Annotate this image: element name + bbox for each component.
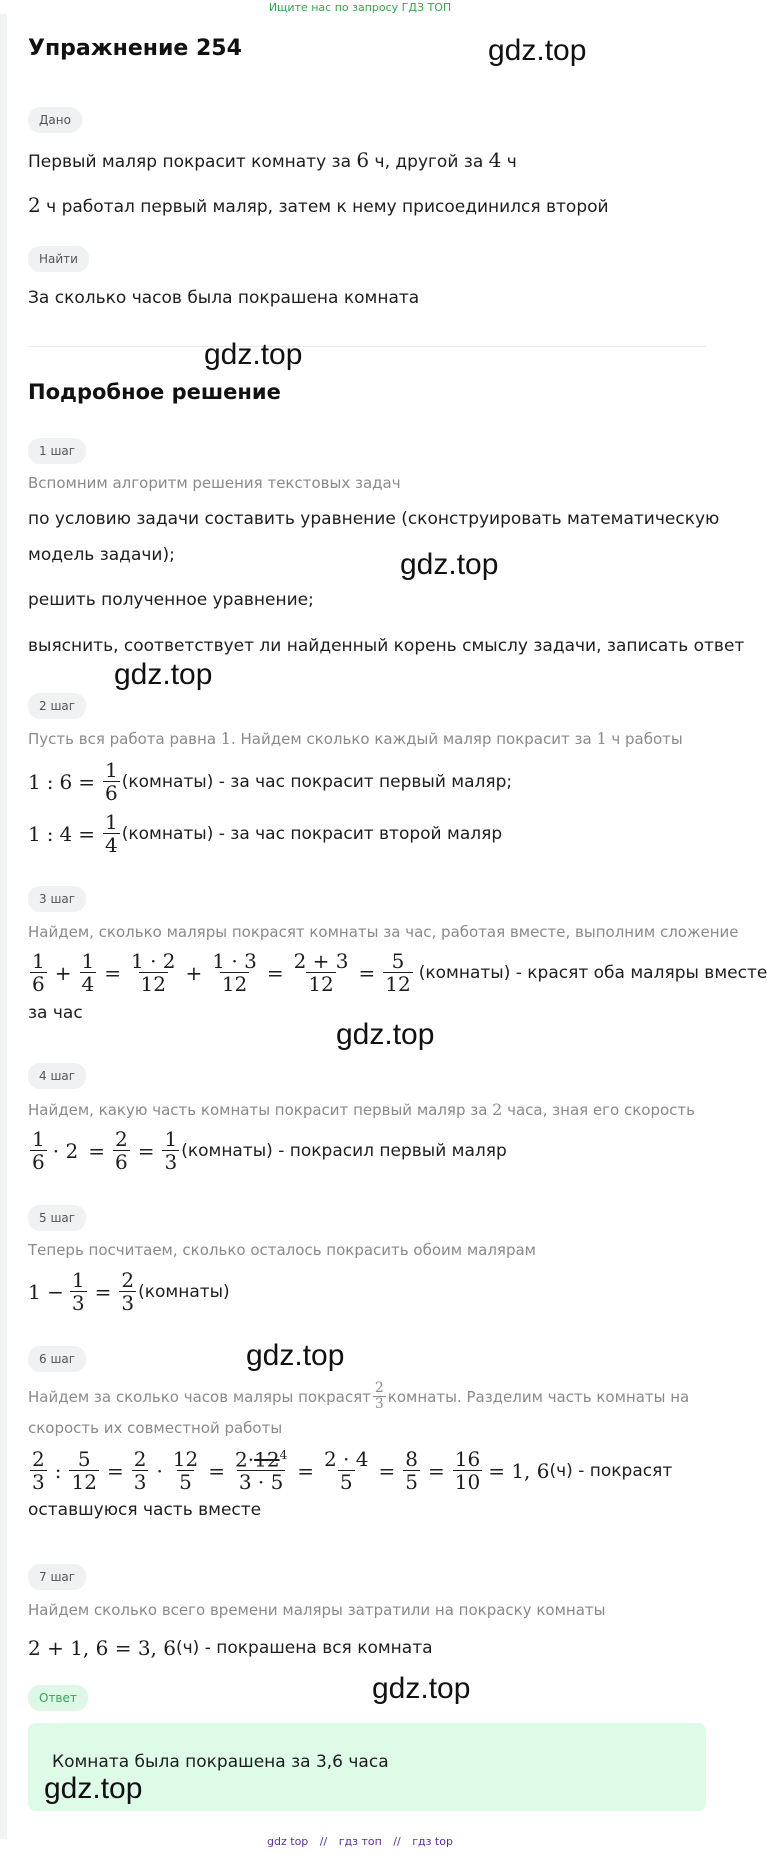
solution-title: Подробное решение <box>28 380 281 404</box>
footer-separator: // <box>393 1835 401 1848</box>
step-1-line-3: решить полученное уравнение; <box>28 590 314 610</box>
step-4-equation: $\frac{1}{6}$ · 2 = $\frac{2}{6}$ = $\frac{1}{3}$ (комнаты) - покрасил первый маляр <box>32 1127 507 1174</box>
footer-links <box>0 1835 720 1848</box>
given-line-2: 2 ч работал первый маляр, затем к нему присоединился второй <box>28 193 609 217</box>
step-5-equation: 1 − $\frac{1}{3}$ = $\frac{2}{3}$ (комнаты) <box>28 1268 230 1315</box>
footer-link[interactable]: гдз топ <box>338 1835 382 1848</box>
step-6-hint: Найдем за сколько часов маляры покрасят $\frac{2}{3}$ комнаты. Разделим часть комнаты на <box>28 1380 690 1413</box>
divider <box>28 346 706 347</box>
step-1-line-4: выяснить, соответствует ли найденный корень смыслу задачи, записать ответ <box>28 636 745 656</box>
find-chip: Найти <box>28 246 89 272</box>
step-6-chip: 6 шаг <box>28 1346 86 1372</box>
step-2-hint: Пусть вся работа равна 1. Найдем сколько каждый маляр покрасит за 1 ч работы <box>28 729 683 748</box>
step-3-chip: 3 шаг <box>28 886 86 912</box>
footer-link[interactable]: гдз top <box>412 1835 453 1848</box>
step-2-equation-1: 1 : 6 = $\frac{1}{6}$ (комнаты) - за час покрасит первый маляр; <box>28 758 513 805</box>
watermark: gdz.top <box>372 1672 471 1705</box>
step-6-hint-cont: скорость их совместной работы <box>28 1419 283 1437</box>
step-2-equation-2: 1 : 4 = $\frac{1}{4}$ (комнаты) - за час покрасит второй маляр <box>28 810 503 857</box>
given-chip: Дано <box>28 107 82 133</box>
step-1-line-1: по условию задачи составить уравнение (сконструировать математическую <box>28 509 720 529</box>
step-6-equation: $\frac{2}{3}$ : $\frac{5}{12}$ = $\frac{2}{3}$ · $\frac{12}{5}$ = $\frac{2\cdot 12^4}{3 \cdot 5}$ = $\frac{2 \cdot 4}{5}$ = $\frac{8}{5}$ = $\frac{16}{10}$ = 1, 6 (ч) - покрасят <box>32 1447 673 1495</box>
footer-link[interactable]: gdz top <box>267 1835 309 1848</box>
find-text: За сколько часов была покрашена комната <box>28 288 420 308</box>
answer-chip: Ответ <box>28 1685 88 1711</box>
watermark: gdz.top <box>400 548 499 581</box>
answer-text: Комната была покрашена за 3,6 часа <box>52 1752 389 1772</box>
step-2-chip: 2 шаг <box>28 693 86 719</box>
step-7-equation: 2 + 1, 6 = 3, 6 (ч) - покрашена вся комната <box>28 1636 433 1660</box>
search-hint-link[interactable]: Ищите нас по запросу ГДЗ ТОП <box>268 1 452 14</box>
footer-separator: // <box>319 1835 328 1848</box>
given-line-1: Первый маляр покрасит комнату за 6 ч, другой за 4 ч <box>28 148 517 172</box>
step-4-hint: Найдем, какую часть комнаты покрасит первый маляр за 2 часа, зная его скорость <box>28 1100 695 1119</box>
step-4-chip: 4 шаг <box>28 1063 86 1089</box>
step-3-text-cont: за час <box>28 1003 83 1023</box>
left-rule <box>0 14 7 1839</box>
step-5-chip: 5 шаг <box>28 1205 86 1231</box>
step-1-line-2: модель задачи); <box>28 545 175 565</box>
watermark: gdz.top <box>114 658 213 691</box>
watermark: gdz.top <box>204 338 303 371</box>
step-6-text-cont: оставшуюся часть вместе <box>28 1500 262 1520</box>
step-7-hint: Найдем сколько всего времени маляры затратили на покраску комнаты <box>28 1601 606 1619</box>
step-1-chip: 1 шаг <box>28 438 86 464</box>
watermark: gdz.top <box>488 34 587 67</box>
watermark: gdz.top <box>246 1339 345 1372</box>
step-3-hint: Найдем, сколько маляры покрасят комнаты за час, работая вместе, выполним сложение <box>28 923 739 941</box>
step-3-equation: $\frac{1}{6}$ + $\frac{1}{4}$ = $\frac{1 \cdot 2}{12}$ + $\frac{1 \cdot 3}{12}$ = $\frac{2 + 3}{12}$ = $\frac{5}{12}$ (комнаты) - красят оба маляры вместе <box>32 949 767 996</box>
step-7-chip: 7 шаг <box>28 1564 86 1590</box>
step-5-hint: Теперь посчитаем, сколько осталось покрасить обоим малярам <box>28 1241 536 1259</box>
page-title: Упражнение 254 <box>28 36 242 61</box>
watermark: gdz.top <box>336 1018 435 1051</box>
watermark: gdz.top <box>44 1772 143 1805</box>
step-1-hint: Вспомним алгоритм решения текстовых задач <box>28 474 401 492</box>
